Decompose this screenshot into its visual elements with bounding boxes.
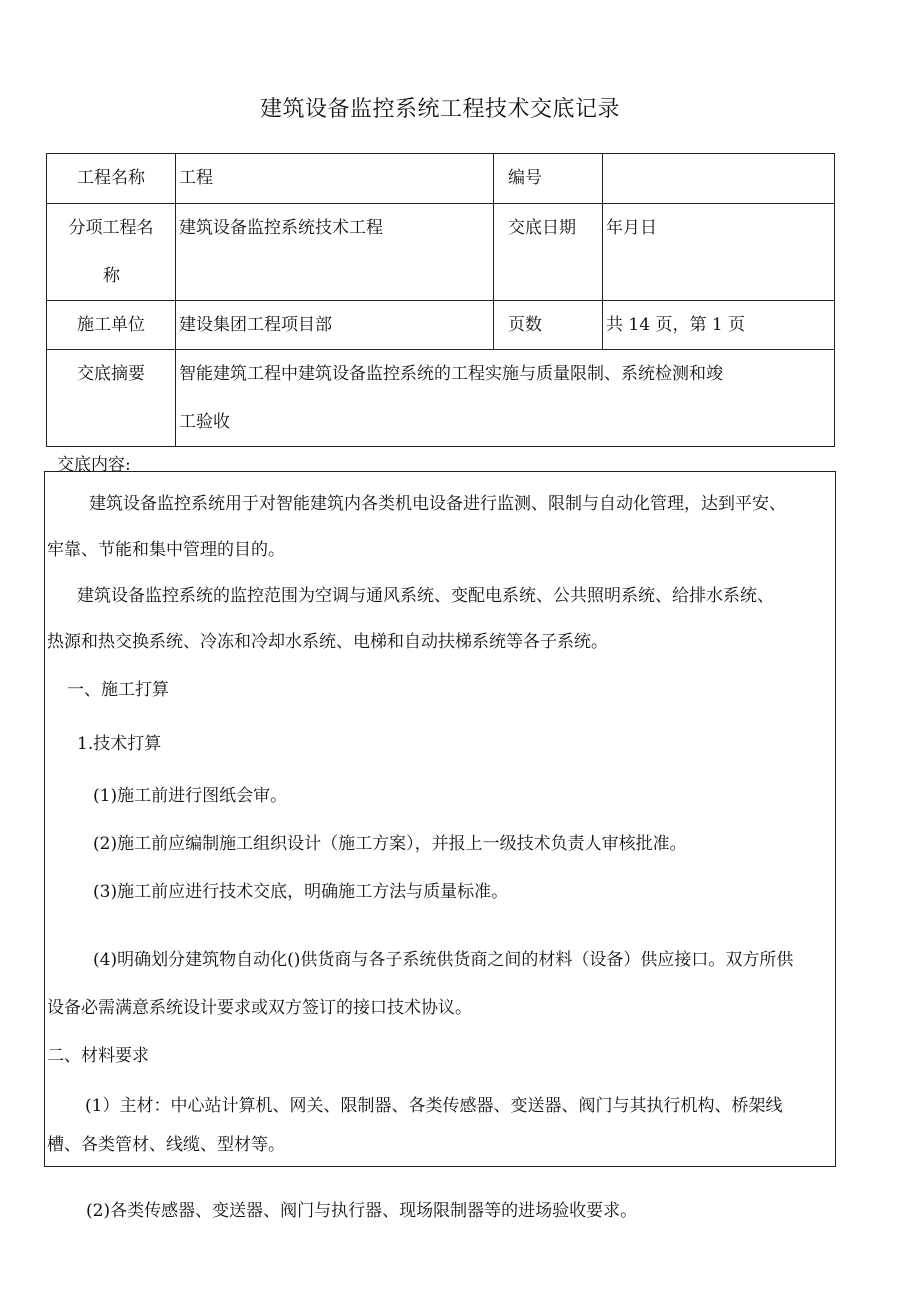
- construction-unit-label: 施工单位: [47, 301, 176, 350]
- info-table: [46, 153, 835, 447]
- table-row: [47, 204, 835, 301]
- section-heading-1: 一、施工打算: [67, 680, 169, 700]
- material-item-1-line2: 槽、各类管材、线缆、型材等。: [47, 1135, 285, 1155]
- handover-date-value: 年月日: [603, 204, 835, 301]
- section-heading-2: 二、材料要求: [47, 1046, 149, 1066]
- summary-line1: 智能建筑工程中建筑设备监控系统的工程实施与质量限制、系统检测和竣: [179, 364, 723, 384]
- subsection-heading-1-1: 1.技术打算: [77, 734, 162, 754]
- list-item-4-line2: 设备必需满意系统设计要求或双方签订的接口技术协议。: [47, 998, 472, 1018]
- paragraph-2-line2: 热源和热交换系统、冷冻和冷却水系统、电梯和自动扶梯系统等各子系统。: [47, 632, 608, 652]
- table-row: [47, 301, 835, 350]
- list-item-4-line1: (4)明确划分建筑物自动化()供货商与各子系统供货商之间的材料（设备）供应接口。双方所供: [93, 950, 794, 970]
- paragraph-1-line2: 牢靠、节能和集中管理的目的。: [47, 540, 285, 560]
- serial-number-value: [603, 154, 835, 204]
- content-label: 交底内容:: [57, 455, 131, 475]
- content-box: [44, 471, 836, 1167]
- paragraph-2-line1: 建筑设备监控系统的监控范围为空调与通风系统、变配电系统、公共照明系统、给排水系统、: [77, 586, 774, 606]
- summary-label: 交底摘要: [47, 350, 176, 447]
- table-row: [47, 350, 835, 447]
- page-count-label: 页数: [494, 301, 603, 350]
- subproject-name-value: 建筑设备监控系统技术工程: [176, 204, 494, 301]
- paragraph-1-line1: 建筑设备监控系统用于对智能建筑内各类机电设备进行监测、限制与自动化管理，达到平安、: [89, 494, 786, 514]
- subproject-label-line1: 分项工程名: [68, 218, 154, 238]
- list-item-3: (3)施工前应进行技术交底，明确施工方法与质量标准。: [93, 882, 509, 902]
- summary-value: [176, 350, 835, 447]
- handover-date-label: 交底日期: [494, 204, 603, 301]
- list-item-1: (1)施工前进行图纸会审。: [93, 786, 288, 806]
- serial-number-label: 编号: [494, 154, 603, 204]
- document-title: 建筑设备监控系统工程技术交底记录: [259, 97, 620, 122]
- table-row: [47, 154, 835, 204]
- list-item-2: (2)施工前应编制施工组织设计（施工方案），并报上一级技术负责人审核批准。: [93, 834, 687, 854]
- page-count-value: 共 14 页，第 1 页: [603, 301, 835, 350]
- material-item-1-line1: (1）主材：中心站计算机、网关、限制器、各类传感器、变送器、阀门与其执行机构、桥架线: [85, 1096, 783, 1116]
- material-item-2: (2)各类传感器、变送器、阀门与执行器、现场限制器等的进场验收要求。: [86, 1201, 638, 1221]
- summary-line2: 工验收: [179, 412, 230, 432]
- subproject-label-line2: 称: [103, 266, 120, 286]
- construction-unit-value: 建设集团工程项目部: [176, 301, 494, 350]
- project-name-value: 工程: [176, 154, 494, 204]
- subproject-name-label: [47, 204, 176, 301]
- project-name-label: 工程名称: [47, 154, 176, 204]
